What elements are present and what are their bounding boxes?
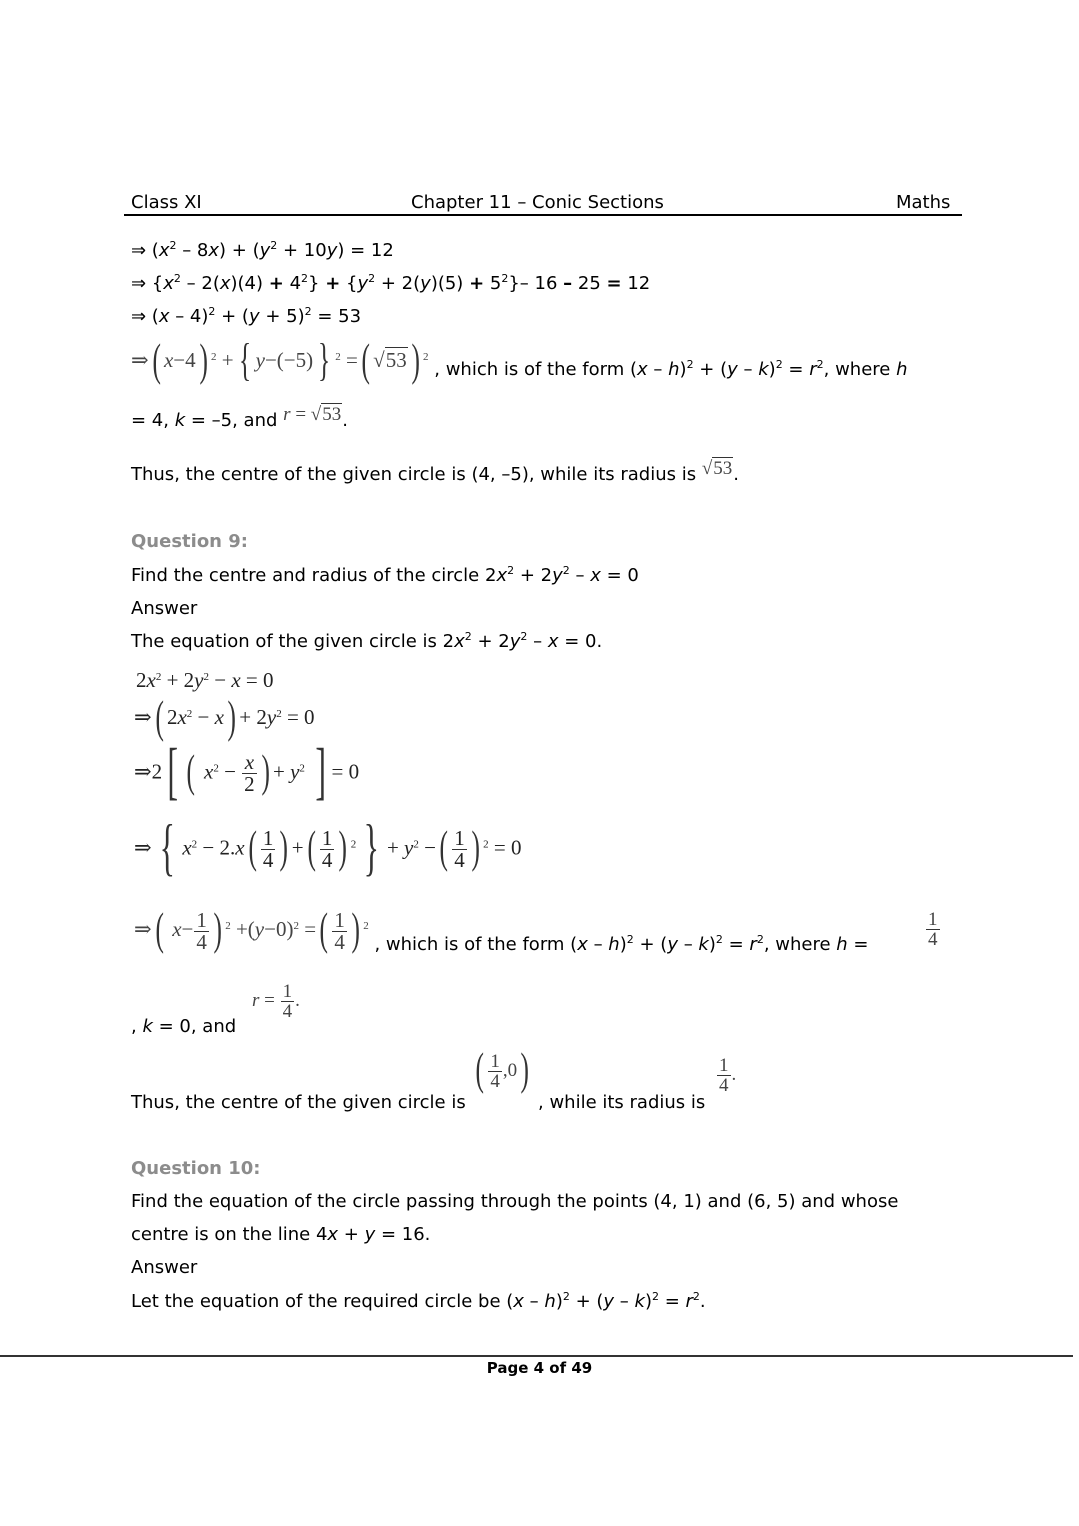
q10-question-line-1: Find the equation of the circle passing through the points (4, 1) and (6, 5) and whose (131, 1191, 899, 1212)
q9-step-5 (134, 903, 869, 956)
q8-step-4 (131, 334, 908, 385)
question-10-heading: Question 10: (131, 1158, 261, 1179)
q8-hk-values: = 4, k = –5, and r = √53. (131, 404, 348, 431)
q9-conclusion: Thus, the centre of the given circle is (131, 1092, 466, 1113)
q9-answer-label: Answer (131, 598, 198, 619)
q9-radius-value: $\frac{1}{4}$ . (719, 1055, 737, 1096)
q9-step-3: ⇒2[ ( $x^2$ − $\frac{x}{2}$ ) + $y^2$ ] = 0 (134, 735, 360, 807)
q9-centre-math: ( $\frac{1}{4}$ ,0) (475, 1042, 529, 1094)
q8-radius-math: r = √53 (283, 404, 342, 425)
q8-standard-form-math: ⇒( x−4) $^2$ + { y−(−5) } $^2$ =( √53) $^2$ (131, 334, 429, 385)
q9-standard-form-math: ⇒( x− $\frac{1}{4}$ ) $^2 +(y-0)^2$ =( $\frac{1}{4}$ ) $^2$ (134, 903, 369, 955)
q9-k-values: , k = 0, and (131, 1016, 237, 1037)
header-chapter: Chapter 11 – Conic Sections (411, 192, 664, 213)
q9-h-value: $\frac{1}{4}$ (928, 909, 938, 950)
q10-intro: Let the equation of the required circle be $(x - h)^2 + (y - k)^2 = r^2$. (131, 1290, 706, 1312)
q8-conclusion: Thus, the centre of the given circle is (4, –5), while its radius is √53. (131, 458, 740, 485)
header-divider (124, 214, 962, 216)
question-9-heading: Question 9: (131, 531, 248, 552)
q9-radius-math: r = $\frac{1}{4}$ . (252, 981, 300, 1022)
q8-step-1: ⇒ $(x^2 - 8x) + (y^2 + 10y) = 12$ (131, 239, 394, 261)
q9-intro: The equation of the given circle is $2x^2 + 2y^2 - x = 0$. (131, 630, 603, 652)
q9-step-4: ⇒ { $x^2 - 2.x$( $\frac{1}{4}$ ) +( $\frac{1}{4}$ ) $^2$ } + $y^2$ −( $\frac{1}{4}$ ) $^2$ = 0 (134, 811, 522, 883)
q8-conclusion-radius: √53 (701, 458, 733, 479)
q9-question: Find the centre and radius of the circle $2x^2 + 2y^2 - x = 0$ (131, 564, 639, 586)
header-subject: Maths (896, 192, 951, 213)
footer-divider (0, 1355, 1073, 1357)
page-number: Page 4 of 49 (486, 1359, 593, 1377)
q9-step-2: ⇒( $2x^2 - x) + 2y^2 = 0$ (134, 691, 315, 742)
q8-step-3: ⇒ $(x - 4)^2 + (y + 5)^2 = 53$ (131, 305, 362, 327)
q8-step-2: ⇒ $\{x^2 - 2(x)(4) + 4^2\} + \{y^2 + 2(y)(5) + 5^2\}-$ 16 – 25 = 12 (131, 272, 651, 294)
q9-form-text: , which is of the form $(x - h)^2 + (y - k)^2 = r^2$, where h = (374, 933, 869, 956)
q9-radius-text: , while its radius is (538, 1092, 706, 1113)
header-class: Class XI (131, 192, 202, 213)
q10-answer-label: Answer (131, 1257, 198, 1278)
q8-form-text: , which is of the form $(x - h)^2 + (y - k)^2 = r^2$, where h (434, 358, 908, 380)
q9-step-1: $2x^2 + 2y^2 - x = 0$ (136, 668, 274, 692)
q10-question-line-2: centre is on the line 4x + y = 16. (131, 1224, 431, 1245)
